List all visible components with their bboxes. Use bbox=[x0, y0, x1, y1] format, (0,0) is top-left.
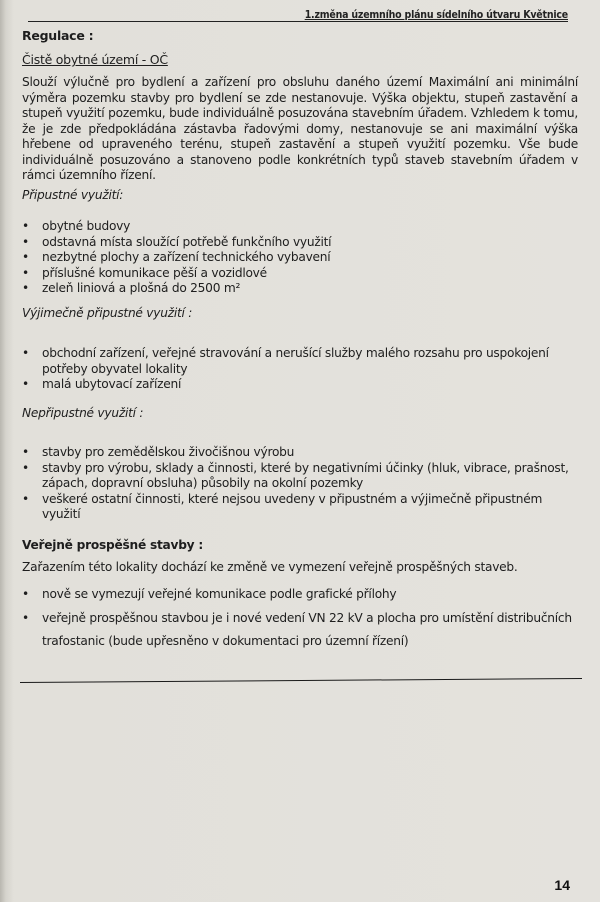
list-item: • malá ubytovací zařízení bbox=[22, 377, 578, 393]
permitted-use-list bbox=[22, 219, 578, 297]
section-heading: Regulace : bbox=[22, 28, 94, 43]
public-works-list bbox=[22, 583, 578, 654]
list-item: • nezbytné plochy a zařízení technického vybavení bbox=[22, 250, 578, 266]
list-item: • stavby pro výrobu, sklady a činnosti, které by negativními účinky (hluk, vibrace, prašnost, zápach, dopravní obsluha) působily na okolní pozemky bbox=[22, 461, 578, 492]
public-works-intro: Zařazením této lokality dochází ke změně ve vymezení veřejně prospěšných staveb. bbox=[22, 560, 518, 574]
list-item: • obytné budovy bbox=[22, 219, 578, 235]
public-works-title: Veřejně prospěšné stavby : bbox=[22, 538, 203, 552]
prohibited-use-title: Nepřipustné využití : bbox=[22, 406, 144, 420]
running-header: 1.změna územního plánu sídelního útvaru Květnice bbox=[304, 9, 568, 21]
list-item: • nově se vymezují veřejné komunikace podle grafické přílohy bbox=[22, 583, 578, 607]
zone-title: Čistě obytné území - OČ bbox=[22, 52, 168, 67]
zone-description: Slouží výlučně pro bydlení a zařízení pro obsluhu daného území Maximální ani minimální výměra pozemku stavby pro bydlení se zde nestanovuje. Výška objektu, stupeň zastavění a stupeň využití pozemku, bude individuálně posuzována stavebním úřadem. Vzhledem k tomu, že je zde předpokládána zástavba řadovými domy, nestanovuje se ani maximální výška hřebene od upraveného terénu, stupeň zastavění a stupeň využití pozemku. Vše bude individuálně posuzováno a stanoveno podle konkrétních typů staveb stavebním úřadem v rámci územního řízení. bbox=[22, 75, 578, 182]
footer-rule bbox=[20, 678, 582, 683]
list-item: • příslušné komunikace pěší a vozidlové bbox=[22, 266, 578, 282]
prohibited-use-list bbox=[22, 445, 578, 523]
list-item: • zeleň liniová a plošná do 2500 m² bbox=[22, 281, 578, 297]
list-item: • stavby pro zemědělskou živočišnou výrobu bbox=[22, 445, 578, 461]
list-item: • odstavná místa sloužící potřebě funkčního využití bbox=[22, 235, 578, 251]
list-item: • veškeré ostatní činnosti, které nejsou uvedeny v připustném a výjimečně připustném využití bbox=[22, 492, 578, 523]
exceptional-use-list bbox=[22, 346, 578, 393]
page-number: 14 bbox=[554, 877, 570, 893]
exceptional-use-title: Výjimečně připustné využití : bbox=[22, 306, 193, 320]
list-item: • veřejně prospěšnou stavbou je i nové vedení VN 22 kV a plocha pro umístění distribučních trafostanic (bude upřesněno v dokumentaci pro územní řízení) bbox=[22, 607, 578, 654]
header-rule bbox=[28, 21, 568, 22]
list-item: • obchodní zařízení, veřejné stravování a nerušící služby malého rozsahu pro uspokojení potřeby obyvatel lokality bbox=[22, 346, 578, 377]
permitted-use-title: Připustné využití: bbox=[22, 188, 124, 202]
